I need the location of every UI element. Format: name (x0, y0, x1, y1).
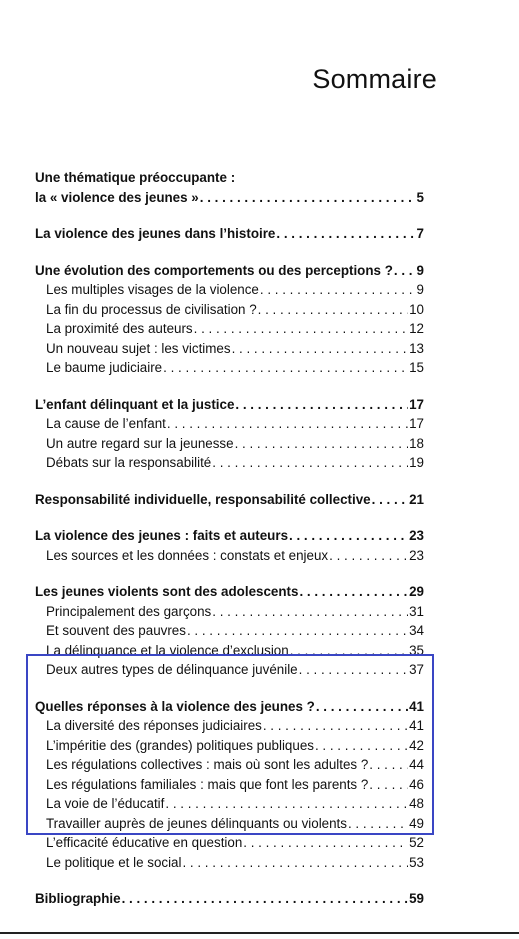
bottom-divider (0, 932, 519, 934)
dot-leader (258, 300, 408, 320)
dot-leader (235, 434, 409, 454)
entry-page-number: 23 (409, 547, 424, 563)
dot-leader (165, 794, 408, 814)
entry-page-number: 42 (409, 737, 424, 753)
entry-page-number: 17 (409, 416, 424, 431)
entry-page-number: 15 (409, 360, 424, 375)
dot-leader (182, 853, 408, 873)
dot-leader (243, 833, 408, 853)
toc-entry[interactable] (35, 697, 424, 717)
entry-label: Les multiples visages de la violence (46, 282, 259, 297)
toc-subentry[interactable] (35, 414, 424, 434)
table-of-contents (35, 168, 424, 926)
toc-section (35, 889, 424, 909)
dot-leader (348, 814, 408, 834)
entry-label: La délinquance et la violence d’exclusion (46, 642, 289, 658)
entry-label: Responsabilité individuelle, responsabilité collective (35, 491, 371, 507)
dot-leader (212, 453, 408, 473)
dot-leader (315, 736, 408, 756)
dot-leader (299, 660, 408, 680)
toc-subentry[interactable] (35, 280, 424, 300)
entry-page-number: 21 (409, 491, 424, 507)
entry-label: Les régulations collectives : mais où sont les adultes ? (46, 757, 369, 772)
entry-label: La proximité des auteurs (46, 321, 193, 336)
entry-label: Les jeunes violents sont des adolescents (35, 584, 299, 599)
toc-subentry[interactable] (35, 453, 424, 473)
dot-leader (369, 775, 408, 795)
entry-label: L’impéritie des (grandes) politiques publiques (46, 737, 314, 753)
dot-leader (260, 280, 416, 300)
entry-page-number: 17 (409, 396, 424, 412)
dot-leader (235, 395, 408, 415)
toc-entry[interactable] (35, 582, 424, 602)
toc-section (35, 261, 424, 378)
entry-page-number: 19 (409, 455, 424, 470)
toc-subentry[interactable] (35, 358, 424, 378)
dot-leader (290, 641, 408, 661)
entry-label: Bibliographie (35, 891, 121, 906)
entry-page-number: 34 (409, 623, 424, 638)
toc-subentry[interactable] (35, 853, 424, 873)
page-title: Sommaire (312, 64, 437, 94)
dot-leader (187, 621, 408, 641)
entry-page-number: 35 (409, 642, 424, 658)
toc-entry[interactable] (35, 168, 424, 188)
dot-leader (263, 716, 408, 736)
entry-page-number: 9 (416, 262, 424, 278)
entry-page-number: 18 (409, 435, 424, 451)
entry-label: Une thématique préoccupante : (35, 170, 236, 185)
dot-leader (299, 582, 408, 602)
entry-label: Une évolution des comportements ou des perceptions ? (35, 262, 393, 278)
entry-label: La violence des jeunes : faits et auteurs (35, 528, 289, 543)
toc-subentry[interactable] (35, 814, 424, 834)
entry-page-number: 41 (409, 698, 424, 714)
dot-leader (276, 224, 415, 244)
toc-entry[interactable] (35, 261, 424, 281)
dot-leader (163, 358, 408, 378)
entry-page-number: 29 (409, 584, 424, 599)
dot-leader (369, 755, 408, 775)
entry-label: Le baume judiciaire (46, 360, 163, 375)
entry-label: Et souvent des pauvres (46, 623, 186, 638)
dot-leader (372, 490, 408, 510)
toc-section (35, 168, 424, 207)
entry-label: Les régulations familiales : mais que font les parents ? (46, 776, 369, 792)
dot-leader (329, 546, 408, 566)
entry-label: Le politique et le social (46, 854, 182, 870)
toc-subentry[interactable] (35, 660, 424, 680)
dot-leader (316, 697, 408, 717)
dot-leader (394, 261, 416, 281)
dot-leader (167, 414, 408, 434)
toc-subentry[interactable] (35, 546, 424, 566)
toc-subentry[interactable] (35, 641, 424, 661)
toc-subentry[interactable] (35, 833, 424, 853)
entry-label: Quelles réponses à la violence des jeunes ? (35, 698, 315, 714)
toc-section (35, 697, 424, 873)
toc-section (35, 490, 424, 510)
entry-label: Débats sur la responsabilité (46, 455, 212, 470)
entry-page-number: 31 (409, 603, 424, 619)
entry-page-number: 23 (409, 528, 424, 543)
entry-page-number: 37 (409, 662, 424, 677)
entry-page-number: 41 (409, 718, 424, 733)
toc-subentry[interactable] (35, 319, 424, 339)
toc-subentry[interactable] (35, 736, 424, 756)
toc-section (35, 395, 424, 473)
entry-label: La voie de l’éducatif (46, 796, 165, 811)
toc-entry[interactable] (35, 526, 424, 546)
dot-leader (122, 889, 409, 909)
entry-page-number: 46 (409, 776, 424, 792)
toc-subentry[interactable] (35, 775, 424, 795)
entry-page-number: 10 (409, 301, 424, 317)
entry-page-number: 13 (409, 340, 424, 356)
dot-leader (194, 319, 408, 339)
entry-label: La violence des jeunes dans l’histoire (35, 226, 276, 241)
entry-page-number: 9 (416, 282, 424, 297)
entry-label: L’enfant délinquant et la justice (35, 396, 235, 412)
toc-subentry[interactable] (35, 434, 424, 454)
entry-label: Un autre regard sur la jeunesse (46, 435, 234, 451)
toc-subentry[interactable] (35, 621, 424, 641)
entry-label: Travailler auprès de jeunes délinquants ou violents (46, 815, 347, 831)
entry-page-number: 7 (416, 226, 424, 241)
entry-page-number: 44 (409, 757, 424, 772)
toc-section (35, 224, 424, 244)
dot-leader (200, 188, 416, 208)
toc-entry[interactable] (35, 889, 424, 909)
entry-page-number: 5 (416, 189, 424, 205)
entry-label: L’efficacité éducative en question (46, 835, 243, 850)
toc-subentry[interactable] (35, 300, 424, 320)
toc-subentry[interactable] (35, 602, 424, 622)
entry-page-number: 52 (409, 835, 424, 850)
entry-label: La diversité des réponses judiciaires (46, 718, 262, 733)
dot-leader (289, 526, 408, 546)
toc-entry[interactable] (35, 188, 424, 208)
entry-label: La cause de l’enfant (46, 416, 166, 431)
entry-label: Un nouveau sujet : les victimes (46, 340, 231, 356)
entry-label: Principalement des garçons (46, 603, 212, 619)
entry-page-number: 53 (409, 854, 424, 870)
toc-entry[interactable] (35, 395, 424, 415)
entry-label: la « violence des jeunes » (35, 189, 199, 205)
toc-subentry[interactable] (35, 716, 424, 736)
entry-label: Deux autres types de délinquance juvénile (46, 662, 298, 677)
toc-entry[interactable] (35, 224, 424, 244)
toc-subentry[interactable] (35, 339, 424, 359)
toc-section (35, 526, 424, 565)
entry-page-number: 49 (409, 815, 424, 831)
toc-section (35, 582, 424, 680)
toc-entry[interactable] (35, 490, 424, 510)
entry-page-number: 48 (409, 796, 424, 811)
entry-page-number: 59 (409, 891, 424, 906)
toc-subentry[interactable] (35, 755, 424, 775)
dot-leader (232, 339, 409, 359)
entry-page-number: 12 (409, 321, 424, 336)
toc-subentry[interactable] (35, 794, 424, 814)
entry-label: Les sources et les données : constats et enjeux (46, 547, 329, 563)
dot-leader (212, 602, 408, 622)
entry-label: La fin du processus de civilisation ? (46, 301, 257, 317)
